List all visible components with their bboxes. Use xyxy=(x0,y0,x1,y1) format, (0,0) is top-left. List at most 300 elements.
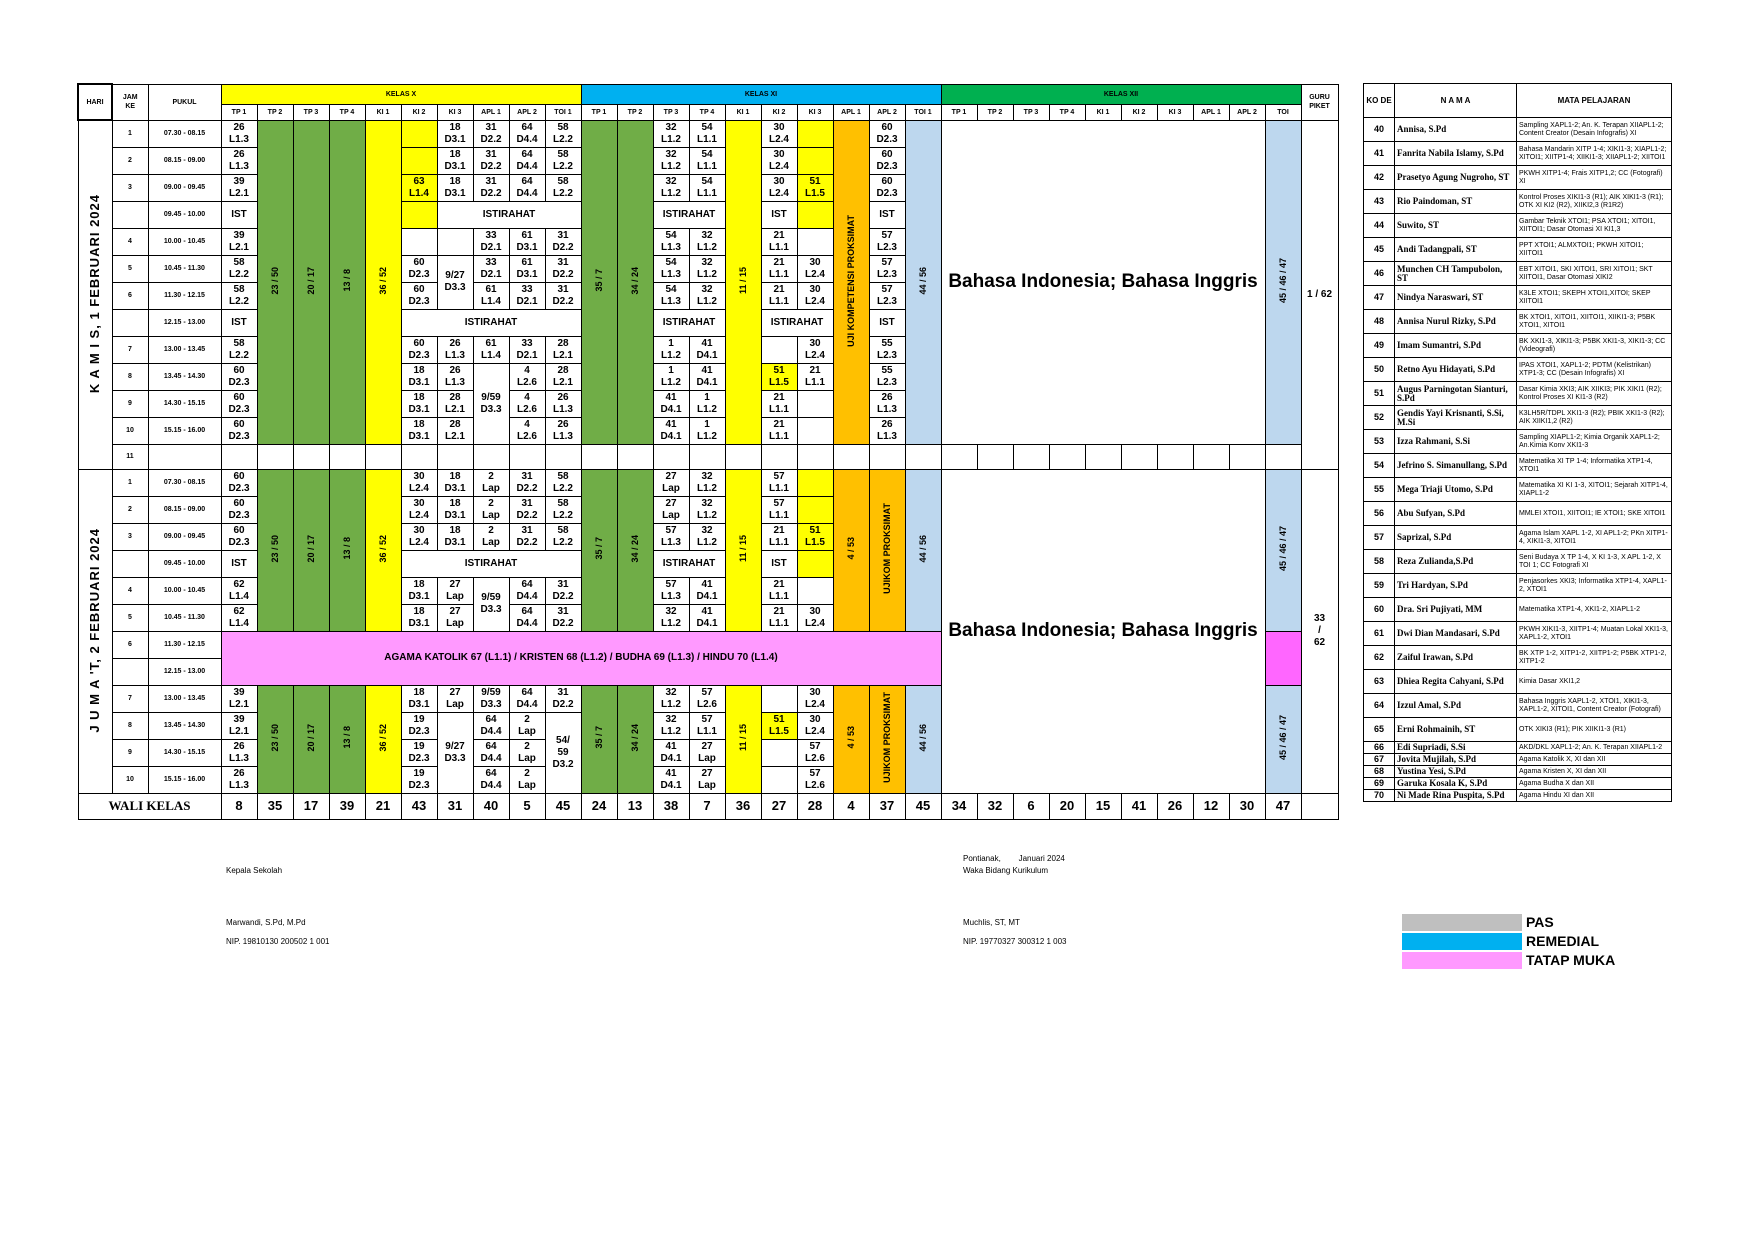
lesson-cell: 26 L1.3 xyxy=(545,417,581,444)
legend-row xyxy=(1364,790,1672,802)
legend-row xyxy=(1364,742,1672,754)
legend-nama: Annisa Nurul Rizky, S.Pd xyxy=(1395,310,1517,334)
lesson-cell: 31 D2.2 xyxy=(545,604,581,631)
wali-kelas-code: 45 xyxy=(905,793,941,819)
jam-label: JAM xyxy=(122,94,138,101)
wali-kelas-code: 35 xyxy=(257,793,293,819)
lesson-cell: 31 D2.2 xyxy=(473,174,509,201)
kelas-xii-subject: Bahasa Indonesia; Bahasa Inggris xyxy=(941,120,1265,444)
jam-number: 7 xyxy=(112,685,148,712)
empty-cell xyxy=(509,444,545,469)
lesson-cell: 31 D2.2 xyxy=(509,523,545,550)
legend-row xyxy=(1364,574,1672,598)
lesson-cell: 31 D2.2 xyxy=(545,228,581,255)
jam-number: 2 xyxy=(112,147,148,174)
lesson-cell: 39 L2.1 xyxy=(221,228,257,255)
pukul-header: PUKUL xyxy=(148,84,221,120)
block-tp4 xyxy=(329,469,365,631)
lesson-cell: 57 L1.1 xyxy=(761,469,797,496)
lesson-cell: 1 L1.2 xyxy=(653,363,689,390)
lesson-cell: 61 D3.1 xyxy=(509,228,545,255)
wali-kelas-code: 15 xyxy=(1085,793,1121,819)
lesson-cell: 19 D2.3 xyxy=(401,712,437,739)
legend-row xyxy=(1364,262,1672,286)
lesson-cell: IST xyxy=(221,309,257,336)
jam-number: 7 xyxy=(112,336,148,363)
empty-cell xyxy=(1193,444,1229,469)
legend-row xyxy=(1364,478,1672,502)
time-slot: 08.15 - 09.00 xyxy=(148,147,221,174)
wali-kelas-code: 43 xyxy=(401,793,437,819)
legend-kode: 61 xyxy=(1364,622,1395,646)
time-slot: 08.15 - 09.00 xyxy=(148,496,221,523)
lesson-cell: 32 L1.2 xyxy=(689,255,725,282)
block-tp3 xyxy=(293,120,329,444)
lesson-cell: 60 D2.3 xyxy=(401,282,437,309)
col-header: KI 2 xyxy=(401,104,437,120)
legend-kode: 42 xyxy=(1364,166,1395,190)
block-xi-tp1 xyxy=(581,685,617,793)
lesson-cell: 54 L1.3 xyxy=(653,228,689,255)
block-xi-apl1 xyxy=(833,685,869,793)
wali-kelas-code: 17 xyxy=(293,793,329,819)
col-header: TOI 1 xyxy=(545,104,581,120)
legend-row xyxy=(1364,454,1672,478)
kelas-xi-header: KELAS XI xyxy=(581,84,941,104)
guru-piket-thursday: 1 / 62 xyxy=(1301,120,1338,469)
legend-nama: Jovita Mujilah, S.Pd xyxy=(1395,754,1517,766)
legend-kode: 63 xyxy=(1364,670,1395,694)
lesson-cell: 27 Lap xyxy=(653,496,689,523)
empty-cell xyxy=(1229,444,1265,469)
col-header: KI 3 xyxy=(797,104,833,120)
legend-mapel: Kimia Dasar XKI1,2 xyxy=(1517,670,1672,694)
legend-kode: 70 xyxy=(1364,790,1395,802)
legend-kode: 64 xyxy=(1364,694,1395,718)
jam-number: 4 xyxy=(112,228,148,255)
legend-row xyxy=(1364,550,1672,574)
empty-cell xyxy=(221,444,257,469)
legend-kode: 51 xyxy=(1364,382,1395,406)
legend-mapel: AKD/DKL XAPL1-2; An. K. Terapan XIIAPL1-2 xyxy=(1517,742,1672,754)
time-slot: 10.45 - 11.30 xyxy=(148,604,221,631)
legend-nama: Retno Ayu Hidayati, S.Pd xyxy=(1395,358,1517,382)
time-slot: 12.15 - 13.00 xyxy=(148,658,221,685)
lesson-cell: 57 L2.3 xyxy=(869,255,905,282)
col-header: TP 2 xyxy=(617,104,653,120)
waka-title: Waka Bidang Kurikulum xyxy=(963,866,1049,875)
empty-cell xyxy=(545,444,581,469)
lesson-cell: 33 D2.1 xyxy=(509,282,545,309)
legend-nama: Gendis Yayi Krisnanti, S.Si, M.Si xyxy=(1395,406,1517,430)
lesson-cell: 32 L1.2 xyxy=(689,228,725,255)
lesson-cell xyxy=(797,120,833,147)
legend-nama: Nindya Naraswari, ST xyxy=(1395,286,1517,310)
wali-kelas-code: 8 xyxy=(221,793,257,819)
kepsek-name: Marwandi, S.Pd, M.Pd xyxy=(226,918,306,927)
lesson-cell: 64 D4.4 xyxy=(509,147,545,174)
block-xi-tp1 xyxy=(581,469,617,631)
lesson-cell: IST xyxy=(869,309,905,336)
break-label: ISTIRAHAT xyxy=(437,201,581,228)
wali-kelas-code: 34 xyxy=(941,793,977,819)
empty-cell xyxy=(1157,444,1193,469)
kelas-x-header: KELAS X xyxy=(221,84,581,104)
block-xi-toi1-text: 44 / 56 xyxy=(918,534,928,563)
legend-nama: Rio Paindoman, ST xyxy=(1395,190,1517,214)
time-slot: 15.15 - 16.00 xyxy=(148,766,221,793)
lesson-cell: 18 D3.1 xyxy=(401,577,437,604)
legend-mapel: Matematika XTP1-4, XKI1-2, XIAPL1-2 xyxy=(1517,598,1672,622)
lesson-cell: 31 D2.2 xyxy=(473,147,509,174)
legend-row xyxy=(1364,190,1672,214)
lesson-cell: 28 L2.1 xyxy=(545,363,581,390)
lesson-cell: 31 D2.2 xyxy=(545,255,581,282)
lesson-cell: 18 D3.1 xyxy=(401,604,437,631)
legend-nama: Yustina Yesi, S.Pd xyxy=(1395,766,1517,778)
block-tp4 xyxy=(329,120,365,444)
legend-mapel: Agama Kristen X, XI dan XII xyxy=(1517,766,1672,778)
lesson-cell: 32 L1.2 xyxy=(653,120,689,147)
col-header: APL 1 xyxy=(473,104,509,120)
jam-number: 3 xyxy=(112,523,148,550)
legend-mapel: EBT XITOI1, SKI XITOI1, SRI XITOI1; SKT XIITOI1, Dasar Otomasi XIKI2 xyxy=(1517,262,1672,286)
lesson-cell: 2 Lap xyxy=(473,469,509,496)
col-header: TP 1 xyxy=(941,104,977,120)
lesson-cell: 30 L2.4 xyxy=(797,604,833,631)
block-tp2-text: 23 / 50 xyxy=(270,266,280,295)
tatap-muka-label: TATAP MUKA xyxy=(1526,952,1616,968)
block-ki1-text: 36 / 52 xyxy=(378,534,388,563)
time-slot: 13.45 - 14.30 xyxy=(148,363,221,390)
block-xi-ki1-text: 11 / 15 xyxy=(738,266,748,295)
col-header: KI 1 xyxy=(1085,104,1121,120)
legend-row xyxy=(1364,754,1672,766)
legend-mapel: OTK XIKI3 (R1); PIK XIIKI1-3 (R1) xyxy=(1517,718,1672,742)
lesson-cell: 60 D2.3 xyxy=(401,336,437,363)
lesson-cell: 30 L2.4 xyxy=(761,147,797,174)
lesson-cell: 9/59 D3.3 xyxy=(473,685,509,712)
block-tp2-text: 23 / 50 xyxy=(270,723,280,752)
block-xi-ki1-text: 11 / 15 xyxy=(738,723,748,752)
empty-cell xyxy=(1121,444,1157,469)
legend-row xyxy=(1364,646,1672,670)
lesson-cell xyxy=(797,228,833,255)
jam-number xyxy=(112,309,148,336)
jam-number: 6 xyxy=(112,282,148,309)
time-slot: 07.30 - 08.15 xyxy=(148,469,221,496)
lesson-cell: 64 D4.4 xyxy=(473,766,509,793)
lesson-cell: 26 L1.3 xyxy=(437,336,473,363)
lesson-cell: 54 L1.1 xyxy=(689,120,725,147)
legend-kode: 55 xyxy=(1364,478,1395,502)
lesson-cell: 31 D2.2 xyxy=(473,120,509,147)
wali-kelas-code: 13 xyxy=(617,793,653,819)
lesson-cell: IST xyxy=(221,201,257,228)
block-tp4-text: 13 / 8 xyxy=(342,726,352,749)
legend-nama: Mega Triaji Utomo, S.Pd xyxy=(1395,478,1517,502)
legend-kode: 68 xyxy=(1364,766,1395,778)
lesson-cell: 41 D4.1 xyxy=(653,739,689,766)
time-slot: 10.00 - 10.45 xyxy=(148,577,221,604)
lesson-cell: 18 D3.1 xyxy=(437,147,473,174)
legend-kode: 50 xyxy=(1364,358,1395,382)
empty-cell xyxy=(869,444,905,469)
lesson-cell: 30 L2.4 xyxy=(797,336,833,363)
legend-row xyxy=(1364,118,1672,142)
legend-mapel: Agama Islam XAPL 1-2, XI APL1-2; PKn XITP1-4, XIKI1-3, XITOI1 xyxy=(1517,526,1672,550)
lesson-cell: 27 Lap xyxy=(437,685,473,712)
block-xi-apl1-text: 4 / 53 xyxy=(846,726,856,749)
block-tp2 xyxy=(257,469,293,631)
lesson-cell: 57 L1.1 xyxy=(761,496,797,523)
lesson-cell: 27 Lap xyxy=(689,766,725,793)
lesson-cell: 64 D4.4 xyxy=(473,712,509,739)
legend-row xyxy=(1364,406,1672,430)
break-label: ISTIRAHAT xyxy=(653,550,725,577)
lesson-cell: 31 D2.2 xyxy=(509,469,545,496)
wali-kelas-code: 41 xyxy=(1121,793,1157,819)
legend-kode: 41 xyxy=(1364,142,1395,166)
day-label-thursday-text: K A M I S, 1 FEBRUARI 2024 xyxy=(87,194,102,394)
legend-mapel: IPAS XTOI1, XAPL1-2; PDTM (Kelistrikan) XTP1-3; CC (Desain Infografis) XI xyxy=(1517,358,1672,382)
block-xi-tp1 xyxy=(581,120,617,444)
lesson-cell: 57 L2.6 xyxy=(797,766,833,793)
legend-mapel: Agama Hindu XI dan XII xyxy=(1517,790,1672,802)
legend-nama: Dra. Sri Pujiyati, MM xyxy=(1395,598,1517,622)
lesson-cell: 55 L2.3 xyxy=(869,363,905,390)
col-header: TP 1 xyxy=(581,104,617,120)
jam-number: 6 xyxy=(112,631,148,658)
lesson-cell: 54/ 59 D3.2 xyxy=(545,712,581,793)
lesson-cell: 55 L2.3 xyxy=(869,336,905,363)
lesson-cell: 27 Lap xyxy=(653,469,689,496)
lesson-cell: 26 L1.3 xyxy=(221,147,257,174)
lesson-cell: 64 D4.4 xyxy=(509,120,545,147)
col-header: APL 2 xyxy=(1229,104,1265,120)
lesson-cell: 26 L1.3 xyxy=(221,739,257,766)
legend-nama: Jefrino S. Simanullang, S.Pd xyxy=(1395,454,1517,478)
block-xi-ki1 xyxy=(725,469,761,631)
col-header: TP 4 xyxy=(1049,104,1085,120)
col-header: KI 2 xyxy=(1121,104,1157,120)
lesson-cell: 4 L2.6 xyxy=(509,390,545,417)
day-label-friday-text: J U M A 'T, 2 FEBRUARI 2024 xyxy=(87,527,102,733)
lesson-cell: 9/27 D3.3 xyxy=(437,712,473,793)
wali-kelas-code: 31 xyxy=(437,793,473,819)
legend-nama: Andi Tadangpali, ST xyxy=(1395,238,1517,262)
lesson-cell: 57 L1.1 xyxy=(689,712,725,739)
piket-label: PIKET xyxy=(1309,103,1330,110)
lesson-cell xyxy=(761,685,797,712)
lesson-cell: 41 D4.1 xyxy=(689,577,725,604)
lesson-cell: 18 D3.1 xyxy=(401,390,437,417)
empty-cell xyxy=(1013,444,1049,469)
col-header: KI 3 xyxy=(437,104,473,120)
lesson-cell: 57 L2.3 xyxy=(869,282,905,309)
lesson-cell: 58 L2.2 xyxy=(545,120,581,147)
legend-row xyxy=(1364,358,1672,382)
block-xii-toi xyxy=(1265,469,1301,631)
lesson-cell: 18 D3.1 xyxy=(437,469,473,496)
block-xi-toi1-text: 44 / 56 xyxy=(918,266,928,295)
lesson-cell: 27 Lap xyxy=(689,739,725,766)
time-slot: 14.30 - 15.15 xyxy=(148,390,221,417)
lesson-cell: 18 D3.1 xyxy=(437,523,473,550)
block-xi-tp2-text: 34 / 24 xyxy=(630,534,640,563)
lesson-cell: 41 D4.1 xyxy=(653,417,689,444)
agama-block: AGAMA KATOLIK 67 (L1.1) / KRISTEN 68 (L1.2) / BUDHA 69 (L1.3) / HINDU 70 (L1.4) xyxy=(221,631,941,685)
block-xi-tp1-text: 35 / 7 xyxy=(594,269,604,292)
lesson-cell: 28 L2.1 xyxy=(545,336,581,363)
wali-kelas-code: 20 xyxy=(1049,793,1085,819)
col-header: TP 3 xyxy=(293,104,329,120)
lesson-cell: 41 D4.1 xyxy=(689,363,725,390)
lesson-cell: 21 L1.1 xyxy=(761,282,797,309)
lesson-cell: 30 L2.4 xyxy=(761,120,797,147)
lesson-cell: 33 D2.1 xyxy=(473,228,509,255)
lesson-cell: 57 L2.3 xyxy=(869,228,905,255)
col-header: TP 2 xyxy=(977,104,1013,120)
lesson-cell: 18 D3.1 xyxy=(401,363,437,390)
block-xii-toi xyxy=(1265,685,1301,793)
block-xi-apl2-text: UJIKOM PROKSIMAT xyxy=(882,692,892,783)
wali-kelas-code: 12 xyxy=(1193,793,1229,819)
col-header: APL 2 xyxy=(869,104,905,120)
hari-header: HARI xyxy=(78,84,112,120)
lesson-cell: IST xyxy=(761,550,797,577)
legend-row xyxy=(1364,286,1672,310)
block-xi-toi1 xyxy=(905,685,941,793)
block-xii-toi-text: 45 / 46 / 47 xyxy=(1278,525,1288,572)
kelas-xii-subject: Bahasa Indonesia; Bahasa Inggris xyxy=(941,469,1265,793)
lesson-cell: 58 L2.2 xyxy=(221,336,257,363)
col-header: TOI 1 xyxy=(905,104,941,120)
block-ki1 xyxy=(365,685,401,793)
jam-number: 2 xyxy=(112,496,148,523)
block-xi-apl1-text: 4 / 53 xyxy=(846,537,856,560)
legend-mapel: BK XKI1-3, XIKI1-3; P5BK XKI1-3, XIKI1-3; CC (Videografi) xyxy=(1517,334,1672,358)
legend-kode: 46 xyxy=(1364,262,1395,286)
lesson-cell: IST xyxy=(221,550,257,577)
jam-number: 11 xyxy=(112,444,148,469)
empty-cell xyxy=(257,444,293,469)
lesson-cell: 26 L1.3 xyxy=(221,766,257,793)
legend-kode: 62 xyxy=(1364,646,1395,670)
wali-kelas-code: 32 xyxy=(977,793,1013,819)
wali-kelas-code: 24 xyxy=(581,793,617,819)
empty-cell xyxy=(689,444,725,469)
lesson-cell: 26 L1.3 xyxy=(869,390,905,417)
time-slot: 13.00 - 13.45 xyxy=(148,336,221,363)
lesson-cell: 21 L1.1 xyxy=(761,228,797,255)
lesson-cell: 54 L1.1 xyxy=(689,174,725,201)
lesson-cell: 60 D2.3 xyxy=(869,147,905,174)
lesson-cell: 32 L1.2 xyxy=(689,523,725,550)
empty-cell xyxy=(401,201,437,228)
time-slot: 11.30 - 12.15 xyxy=(148,631,221,658)
time-slot: 10.00 - 10.45 xyxy=(148,228,221,255)
col-header: TP 2 xyxy=(257,104,293,120)
legend-kode: 59 xyxy=(1364,574,1395,598)
block-xi-tp2-text: 34 / 24 xyxy=(630,266,640,295)
lesson-cell: 60 D2.3 xyxy=(221,390,257,417)
empty-cell xyxy=(1085,444,1121,469)
legend-kode: 48 xyxy=(1364,310,1395,334)
lesson-cell: 32 L1.2 xyxy=(689,496,725,523)
lesson-cell: 30 L2.4 xyxy=(797,255,833,282)
lesson-cell: 21 L1.1 xyxy=(797,363,833,390)
lesson-cell: 41 D4.1 xyxy=(689,336,725,363)
lesson-cell: 58 L2.2 xyxy=(545,523,581,550)
legend-nama: Tri Hardyan, S.Pd xyxy=(1395,574,1517,598)
lesson-cell: 57 L1.3 xyxy=(653,577,689,604)
legend-kode: 52 xyxy=(1364,406,1395,430)
lesson-cell xyxy=(797,577,833,604)
wali-kelas-code: 45 xyxy=(545,793,581,819)
lesson-cell: 26 L1.3 xyxy=(437,363,473,390)
jam-ke-header xyxy=(112,84,148,120)
empty-cell xyxy=(761,444,797,469)
col-header: TP 3 xyxy=(653,104,689,120)
col-header: APL 1 xyxy=(1193,104,1229,120)
lesson-cell: 2 Lap xyxy=(473,496,509,523)
block-xii-toi-text: 45 / 46 / 47 xyxy=(1278,714,1288,761)
legend-row xyxy=(1364,238,1672,262)
pas-swatch xyxy=(1402,914,1522,931)
legend-mapel: PPT XTOI1; ALMXTOI1; PKWH XITOI1; XIITOI1 xyxy=(1517,238,1672,262)
kepsek-title: Kepala Sekolah xyxy=(226,866,283,875)
lesson-cell: 57 L2.6 xyxy=(797,739,833,766)
wali-kelas-code: 27 xyxy=(761,793,797,819)
legend-kode: 57 xyxy=(1364,526,1395,550)
lesson-cell: 9/59 D3.3 xyxy=(473,577,509,631)
guru-piket-friday: 33 / 62 xyxy=(1301,469,1338,793)
time-slot: 07.30 - 08.15 xyxy=(148,120,221,147)
lesson-cell: 60 D2.3 xyxy=(221,523,257,550)
day-label-friday xyxy=(78,469,112,793)
legend-kode: 69 xyxy=(1364,778,1395,790)
lesson-cell: 64 D4.4 xyxy=(509,685,545,712)
legend-mapel: Kontrol Proses XIKI1-3 (R1); AIK XIKI1-3 (R1); OTK XI KI2 (R2), XIIKI2,3 (R1R2) xyxy=(1517,190,1672,214)
jam-number xyxy=(112,201,148,228)
lesson-cell: 64 D4.4 xyxy=(509,604,545,631)
lesson-cell: 61 L1.4 xyxy=(473,336,509,363)
block-ki1-text: 36 / 52 xyxy=(378,723,388,752)
legend-row xyxy=(1364,670,1672,694)
lesson-cell: 58 L2.2 xyxy=(221,255,257,282)
lesson-cell xyxy=(401,228,437,255)
legend-mapel: Seni Budaya X TP 1-4, X KI 1-3, X APL 1-2, X TOI 1; CC Fotografi XI xyxy=(1517,550,1672,574)
legend-nama: Annisa, S.Pd xyxy=(1395,118,1517,142)
empty-cell xyxy=(977,444,1013,469)
legend-nama: Garuka Kosala K, S.Pd xyxy=(1395,778,1517,790)
lesson-cell: 58 L2.2 xyxy=(545,469,581,496)
wali-kelas-code: 30 xyxy=(1229,793,1265,819)
jam-number: 8 xyxy=(112,363,148,390)
lesson-cell: 2 Lap xyxy=(509,739,545,766)
block-tp3-text: 20 / 17 xyxy=(306,723,316,752)
time-slot: 13.45 - 14.30 xyxy=(148,712,221,739)
lesson-cell: 32 L1.2 xyxy=(653,685,689,712)
lesson-cell: 51 L1.5 xyxy=(761,363,797,390)
lesson-cell: 33 D2.1 xyxy=(473,255,509,282)
legend-nama: Izzul Amal, S.Pd xyxy=(1395,694,1517,718)
lesson-cell: IST xyxy=(869,201,905,228)
empty-cell xyxy=(905,444,941,469)
legend-nama: Augus Parningotan Sianturi, S.Pd xyxy=(1395,382,1517,406)
col-header: APL 1 xyxy=(833,104,869,120)
